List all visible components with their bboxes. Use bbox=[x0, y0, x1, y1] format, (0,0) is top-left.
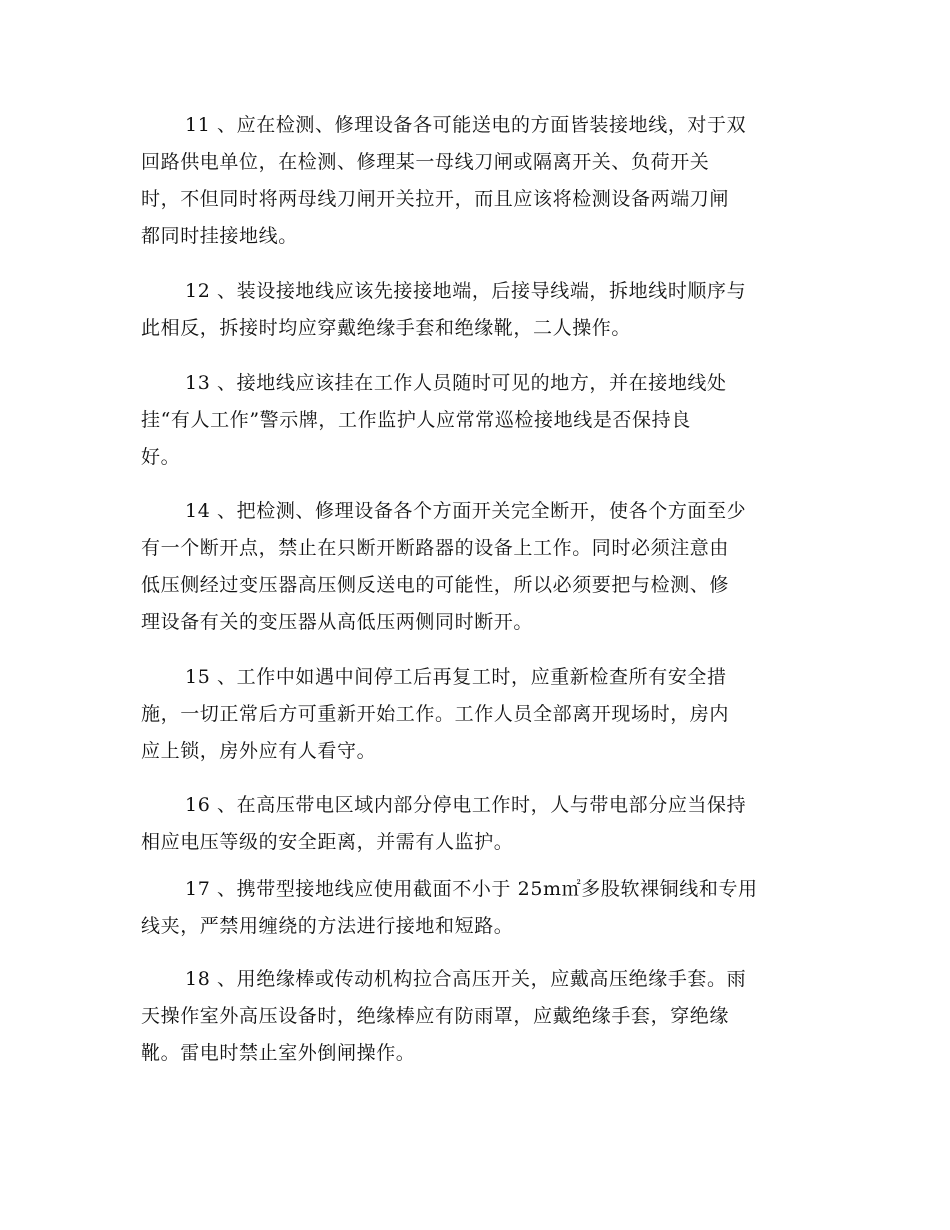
paragraph-12 bbox=[141, 273, 811, 347]
paragraph-line: 相应电压等级的安全距离，并需有人监护。 bbox=[141, 831, 514, 853]
paragraph-14 bbox=[141, 493, 811, 641]
paragraph-line: 应上锁，房外应有人看守。 bbox=[141, 740, 377, 762]
paragraph-line: 低压侧经过变压器高压侧反送电的可能性，所以必须要把与检测、修 bbox=[141, 574, 730, 596]
paragraph-18 bbox=[141, 961, 811, 1072]
paragraph-line: 施，一切正常后方可重新开始工作。工作人员全部离开现场时，房内 bbox=[141, 703, 730, 725]
paragraph-line: 13 、接地线应该挂在工作人员随时可见的地方，并在接地线处 bbox=[185, 372, 727, 394]
paragraph-line: 好。 bbox=[141, 446, 181, 468]
paragraph-16 bbox=[141, 787, 811, 861]
paragraph-line: 靴。雷电时禁止室外倒闸操作。 bbox=[141, 1042, 416, 1064]
paragraph-line: 12 、装设接地线应该先接接地端，后接导线端，拆地线时顺序与 bbox=[185, 280, 747, 302]
paragraph-line: 14 、把检测、修理设备各个方面开关完全断开，使各个方面至少 bbox=[185, 500, 747, 522]
paragraph-line: 17 、携带型接地线应使用截面不小于 25m㎡多股软裸铜线和专用 bbox=[185, 878, 758, 900]
paragraph-line: 18 、用绝缘棒或传动机构拉合高压开关，应戴高压绝缘手套。雨 bbox=[185, 968, 747, 990]
paragraph-line: 理设备有关的变压器从高低压两侧同时断开。 bbox=[141, 611, 534, 633]
paragraph-15 bbox=[141, 659, 811, 770]
paragraph-line: 11 、应在检测、修理设备各可能送电的方面皆装接地线，对于双 bbox=[185, 114, 747, 136]
paragraph-line: 天操作室外高压设备时，绝缘棒应有防雨罩，应戴绝缘手套，穿绝缘 bbox=[141, 1005, 730, 1027]
paragraph-line: 都同时挂接地线。 bbox=[141, 225, 298, 247]
paragraph-13 bbox=[141, 365, 811, 476]
paragraph-line: 时，不但同时将两母线刀闸开关拉开，而且应该将检测设备两端刀闸 bbox=[141, 188, 730, 210]
paragraph-line: 16 、在高压带电区域内部分停电工作时，人与带电部分应当保持 bbox=[185, 794, 747, 816]
paragraph-line: 有一个断开点，禁止在只断开断路器的设备上工作。同时必须注意由 bbox=[141, 537, 730, 559]
paragraph-line: 线夹，严禁用缠绕的方法进行接地和短路。 bbox=[141, 915, 514, 937]
paragraph-line: 挂“有人工作”警示牌，工作监护人应常常巡检接地线是否保持良 bbox=[141, 409, 691, 431]
paragraph-line: 回路供电单位，在检测、修理某一母线刀闸或隔离开关、负荷开关 bbox=[141, 151, 710, 173]
paragraph-line: 15 、工作中如遇中间停工后再复工时，应重新检查所有安全措 bbox=[185, 666, 727, 688]
paragraph-11 bbox=[141, 107, 811, 255]
paragraph-17 bbox=[141, 871, 811, 945]
paragraph-line: 此相反，拆接时均应穿戴绝缘手套和绝缘靴，二人操作。 bbox=[141, 317, 632, 339]
